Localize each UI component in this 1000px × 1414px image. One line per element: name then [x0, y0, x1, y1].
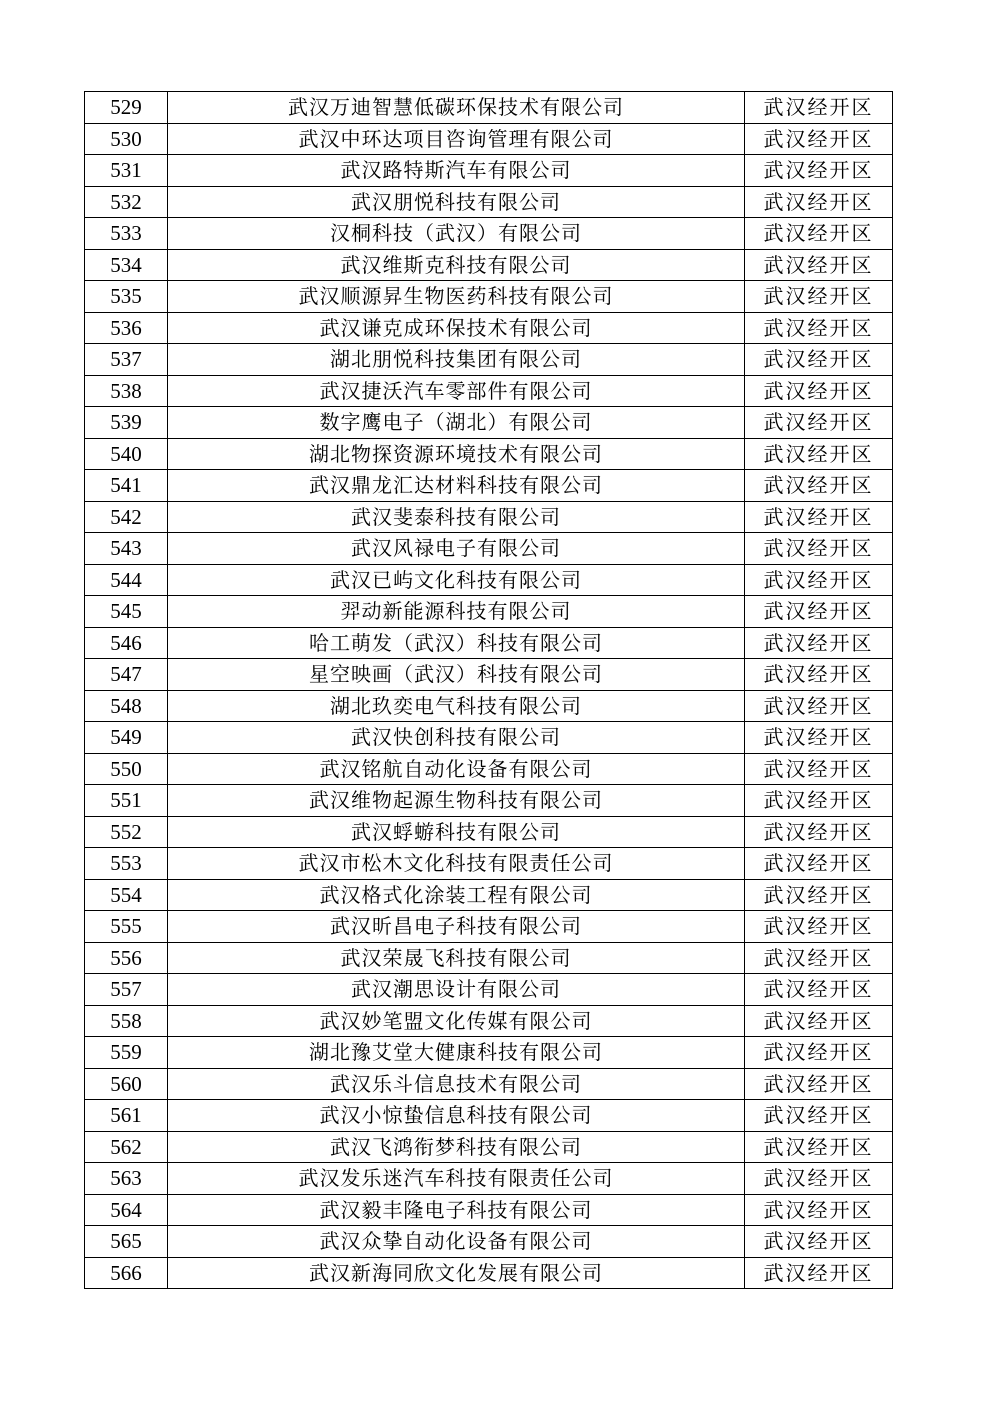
district-cell: 武汉经开区	[745, 123, 893, 155]
row-number-cell: 541	[85, 470, 168, 502]
company-name-cell: 武汉妙笔盟文化传媒有限公司	[168, 1005, 745, 1037]
company-name-cell: 湖北玖奕电气科技有限公司	[168, 690, 745, 722]
district-cell: 武汉经开区	[745, 785, 893, 817]
table-row	[85, 470, 893, 502]
company-name-cell: 武汉小惊蛰信息科技有限公司	[168, 1100, 745, 1132]
table-row	[85, 974, 893, 1006]
table-row	[85, 1005, 893, 1037]
company-name-cell: 湖北朋悦科技集团有限公司	[168, 344, 745, 376]
table-row	[85, 344, 893, 376]
district-cell: 武汉经开区	[745, 627, 893, 659]
table-row	[85, 1163, 893, 1195]
table-row	[85, 753, 893, 785]
company-name-cell: 武汉路特斯汽车有限公司	[168, 155, 745, 187]
district-cell: 武汉经开区	[745, 312, 893, 344]
company-name-cell: 武汉快创科技有限公司	[168, 722, 745, 754]
district-cell: 武汉经开区	[745, 722, 893, 754]
company-name-cell: 武汉风禄电子有限公司	[168, 533, 745, 565]
row-number-cell: 553	[85, 848, 168, 880]
company-name-cell: 湖北豫艾堂大健康科技有限公司	[168, 1037, 745, 1069]
table-row	[85, 249, 893, 281]
row-number-cell: 546	[85, 627, 168, 659]
district-cell: 武汉经开区	[745, 407, 893, 439]
district-cell: 武汉经开区	[745, 1257, 893, 1289]
row-number-cell: 535	[85, 281, 168, 313]
company-name-cell: 武汉格式化涂装工程有限公司	[168, 879, 745, 911]
row-number-cell: 530	[85, 123, 168, 155]
company-name-cell: 武汉新海同欣文化发展有限公司	[168, 1257, 745, 1289]
district-cell: 武汉经开区	[745, 1226, 893, 1258]
table-row	[85, 533, 893, 565]
company-name-cell: 武汉万迪智慧低碳环保技术有限公司	[168, 92, 745, 124]
company-name-cell: 武汉乐斗信息技术有限公司	[168, 1068, 745, 1100]
district-cell: 武汉经开区	[745, 218, 893, 250]
table-row	[85, 722, 893, 754]
district-cell: 武汉经开区	[745, 753, 893, 785]
district-cell: 武汉经开区	[745, 438, 893, 470]
district-cell: 武汉经开区	[745, 816, 893, 848]
table-row	[85, 501, 893, 533]
company-name-cell: 武汉飞鸿衔梦科技有限公司	[168, 1131, 745, 1163]
district-cell: 武汉经开区	[745, 249, 893, 281]
row-number-cell: 555	[85, 911, 168, 943]
company-name-cell: 数字鹰电子（湖北）有限公司	[168, 407, 745, 439]
row-number-cell: 560	[85, 1068, 168, 1100]
company-name-cell: 武汉潮思设计有限公司	[168, 974, 745, 1006]
district-cell: 武汉经开区	[745, 848, 893, 880]
company-name-cell: 武汉鼎龙汇达材料科技有限公司	[168, 470, 745, 502]
table-row	[85, 1131, 893, 1163]
row-number-cell: 565	[85, 1226, 168, 1258]
row-number-cell: 536	[85, 312, 168, 344]
company-name-cell: 武汉维物起源生物科技有限公司	[168, 785, 745, 817]
table-row	[85, 1226, 893, 1258]
table-row	[85, 848, 893, 880]
company-name-cell: 羿动新能源科技有限公司	[168, 596, 745, 628]
company-name-cell: 武汉朋悦科技有限公司	[168, 186, 745, 218]
company-name-cell: 武汉荣晟飞科技有限公司	[168, 942, 745, 974]
row-number-cell: 538	[85, 375, 168, 407]
row-number-cell: 545	[85, 596, 168, 628]
district-cell: 武汉经开区	[745, 375, 893, 407]
table-row	[85, 438, 893, 470]
row-number-cell: 544	[85, 564, 168, 596]
company-name-cell: 武汉昕昌电子科技有限公司	[168, 911, 745, 943]
district-cell: 武汉经开区	[745, 155, 893, 187]
table-row	[85, 879, 893, 911]
company-name-cell: 武汉市松木文化科技有限责任公司	[168, 848, 745, 880]
company-name-cell: 湖北物探资源环境技术有限公司	[168, 438, 745, 470]
row-number-cell: 558	[85, 1005, 168, 1037]
row-number-cell: 543	[85, 533, 168, 565]
company-name-cell: 武汉铭航自动化设备有限公司	[168, 753, 745, 785]
row-number-cell: 547	[85, 659, 168, 691]
table-row	[85, 375, 893, 407]
company-name-cell: 星空映画（武汉）科技有限公司	[168, 659, 745, 691]
row-number-cell: 550	[85, 753, 168, 785]
district-cell: 武汉经开区	[745, 281, 893, 313]
row-number-cell: 537	[85, 344, 168, 376]
row-number-cell: 533	[85, 218, 168, 250]
district-cell: 武汉经开区	[745, 533, 893, 565]
district-cell: 武汉经开区	[745, 974, 893, 1006]
table-row	[85, 218, 893, 250]
company-list-table	[84, 91, 893, 1289]
table-row	[85, 281, 893, 313]
table-row	[85, 627, 893, 659]
row-number-cell: 562	[85, 1131, 168, 1163]
company-name-cell: 汉桐科技（武汉）有限公司	[168, 218, 745, 250]
district-cell: 武汉经开区	[745, 596, 893, 628]
table-row	[85, 942, 893, 974]
district-cell: 武汉经开区	[745, 92, 893, 124]
table-row	[85, 1100, 893, 1132]
row-number-cell: 556	[85, 942, 168, 974]
company-name-cell: 武汉中环达项目咨询管理有限公司	[168, 123, 745, 155]
table-row	[85, 155, 893, 187]
district-cell: 武汉经开区	[745, 942, 893, 974]
row-number-cell: 540	[85, 438, 168, 470]
table-row	[85, 1194, 893, 1226]
row-number-cell: 534	[85, 249, 168, 281]
district-cell: 武汉经开区	[745, 1005, 893, 1037]
row-number-cell: 566	[85, 1257, 168, 1289]
table-row	[85, 911, 893, 943]
row-number-cell: 529	[85, 92, 168, 124]
table-row	[85, 596, 893, 628]
district-cell: 武汉经开区	[745, 690, 893, 722]
company-name-cell: 武汉顺源昇生物医药科技有限公司	[168, 281, 745, 313]
district-cell: 武汉经开区	[745, 501, 893, 533]
company-name-cell: 武汉维斯克科技有限公司	[168, 249, 745, 281]
company-name-cell: 武汉谦克成环保技术有限公司	[168, 312, 745, 344]
table-row	[85, 1257, 893, 1289]
table-row	[85, 407, 893, 439]
table-row	[85, 785, 893, 817]
district-cell: 武汉经开区	[745, 1194, 893, 1226]
district-cell: 武汉经开区	[745, 1131, 893, 1163]
district-cell: 武汉经开区	[745, 186, 893, 218]
row-number-cell: 563	[85, 1163, 168, 1195]
table-row	[85, 690, 893, 722]
table-row	[85, 186, 893, 218]
company-name-cell: 武汉已屿文化科技有限公司	[168, 564, 745, 596]
row-number-cell: 552	[85, 816, 168, 848]
district-cell: 武汉经开区	[745, 1100, 893, 1132]
district-cell: 武汉经开区	[745, 1068, 893, 1100]
company-name-cell: 武汉众挚自动化设备有限公司	[168, 1226, 745, 1258]
company-name-cell: 武汉斐泰科技有限公司	[168, 501, 745, 533]
company-name-cell: 武汉发乐迷汽车科技有限责任公司	[168, 1163, 745, 1195]
company-name-cell: 哈工萌发（武汉）科技有限公司	[168, 627, 745, 659]
row-number-cell: 549	[85, 722, 168, 754]
row-number-cell: 548	[85, 690, 168, 722]
row-number-cell: 554	[85, 879, 168, 911]
district-cell: 武汉经开区	[745, 344, 893, 376]
district-cell: 武汉经开区	[745, 1163, 893, 1195]
district-cell: 武汉经开区	[745, 911, 893, 943]
table-row	[85, 816, 893, 848]
district-cell: 武汉经开区	[745, 470, 893, 502]
table-row	[85, 92, 893, 124]
row-number-cell: 559	[85, 1037, 168, 1069]
district-cell: 武汉经开区	[745, 1037, 893, 1069]
table-row	[85, 123, 893, 155]
table-row	[85, 1068, 893, 1100]
row-number-cell: 539	[85, 407, 168, 439]
row-number-cell: 532	[85, 186, 168, 218]
company-name-cell: 武汉毅丰隆电子科技有限公司	[168, 1194, 745, 1226]
table-row	[85, 659, 893, 691]
row-number-cell: 542	[85, 501, 168, 533]
table-row	[85, 1037, 893, 1069]
row-number-cell: 531	[85, 155, 168, 187]
row-number-cell: 561	[85, 1100, 168, 1132]
table-body	[85, 92, 893, 1289]
row-number-cell: 564	[85, 1194, 168, 1226]
row-number-cell: 551	[85, 785, 168, 817]
table-row	[85, 564, 893, 596]
company-name-cell: 武汉蜉蝣科技有限公司	[168, 816, 745, 848]
table-row	[85, 312, 893, 344]
row-number-cell: 557	[85, 974, 168, 1006]
district-cell: 武汉经开区	[745, 659, 893, 691]
district-cell: 武汉经开区	[745, 879, 893, 911]
company-name-cell: 武汉捷沃汽车零部件有限公司	[168, 375, 745, 407]
district-cell: 武汉经开区	[745, 564, 893, 596]
